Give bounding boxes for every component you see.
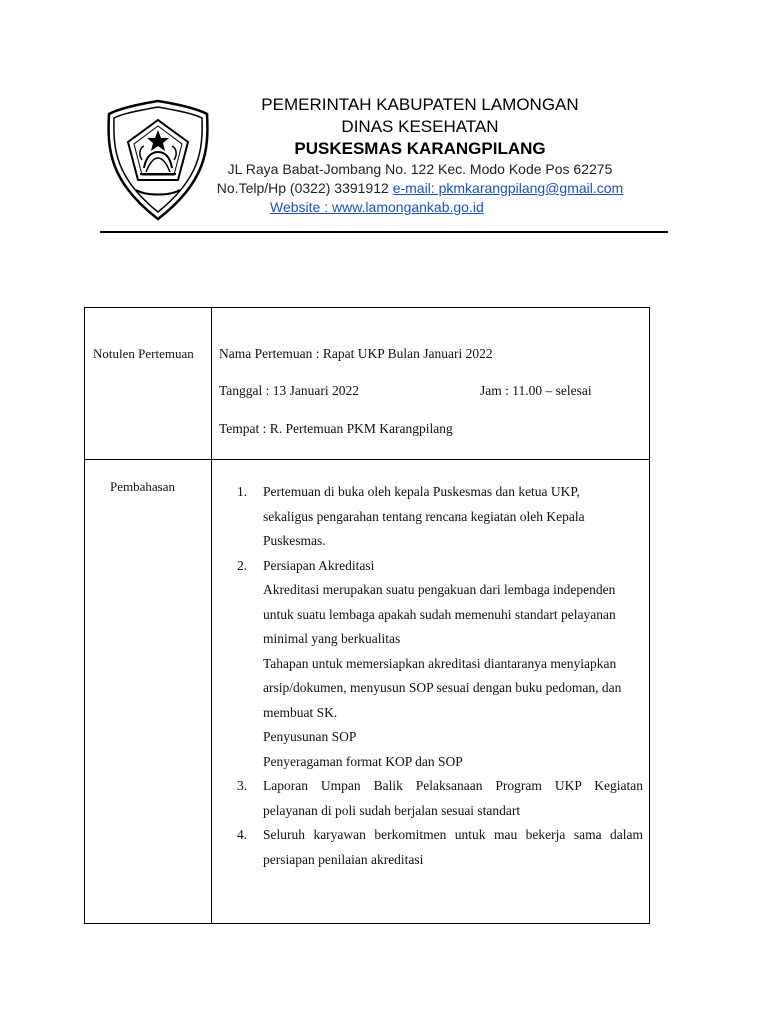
item-line: arsip/dokumen, menyusun SOP sesuai dengan buku pedoman, dan <box>263 680 622 695</box>
list-item <box>237 823 643 872</box>
item-line: Puskesmas. <box>263 533 326 548</box>
item-line: membuat SK. <box>263 704 338 720</box>
meeting-label: Notulen Pertemuan <box>93 346 194 361</box>
website-link[interactable]: Website : www.lamongankab.go.id <box>270 199 484 215</box>
item-number: 1. <box>237 484 248 499</box>
item-line: persiapan penilaian akreditasi <box>263 851 424 867</box>
letterhead <box>210 94 630 217</box>
item-line: Penyeragaman format KOP dan SOP <box>263 753 463 769</box>
item-line: Pertemuan di buka oleh kepala Puskesmas dan ketua UKP, <box>263 484 580 499</box>
website-row <box>210 198 630 217</box>
item-line: Persiapan Akreditasi <box>263 557 375 573</box>
column-divider <box>211 308 212 923</box>
list-item <box>237 554 643 775</box>
item-line: Akreditasi merupakan suatu pengakuan dari lembaga independen <box>263 582 616 597</box>
item-line: sekaligus pengarahan tentang rencana kegiatan oleh Kepala <box>263 508 585 524</box>
row-divider <box>85 459 649 460</box>
government-title: PEMERINTAH KABUPATEN LAMONGAN <box>261 95 579 114</box>
discussion-label: Pembahasan <box>110 479 175 494</box>
meeting-name: Nama Pertemuan : Rapat UKP Bulan Januari 2022 <box>219 346 493 361</box>
address: JL Raya Babat-Jombang No. 122 Kec. Modo Kode Pos 62275 <box>227 161 613 177</box>
item-line: Penyusunan SOP <box>263 729 357 744</box>
item-line: Tahapan untuk memersiapkan akreditasi diantaranya menyiapkan <box>263 655 617 671</box>
meeting-time: Jam : 11.00 – selesai <box>480 383 592 398</box>
contact-line <box>210 179 630 198</box>
department-title: DINAS KESEHATAN <box>341 117 499 136</box>
item-line: Seluruh karyawan berkomitmen untuk mau bekerja sama dalam <box>263 827 643 842</box>
list-item <box>237 774 643 823</box>
header-divider <box>100 231 668 233</box>
meeting-date: Tanggal : 13 Januari 2022 <box>219 383 360 398</box>
puskesmas-title: PUSKESMAS KARANGPILANG <box>294 139 546 158</box>
list-item <box>237 480 643 554</box>
email-link[interactable]: e-mail: pkmkarangpilang@gmail.com <box>392 180 624 196</box>
meeting-place: Tempat : R. Pertemuan PKM Karangpilang <box>219 421 453 436</box>
item-line: Laporan Umpan Balik Pelaksanaan Program UKP Kegiatan <box>263 778 643 793</box>
item-number: 2. <box>237 557 248 573</box>
item-line: minimal yang berkualitas <box>263 631 401 646</box>
item-number: 4. <box>237 827 248 842</box>
discussion-list <box>237 480 643 872</box>
item-number: 3. <box>237 778 248 793</box>
phone: No.Telp/Hp (0322) 3391912 <box>216 180 389 196</box>
minutes-table <box>84 307 650 924</box>
item-line: pelayanan di poli sudah berjalan sesuai standart <box>263 802 521 818</box>
lamongan-emblem-icon <box>106 98 210 222</box>
item-line: untuk suatu lembaga apakah sudah memenuhi standart pelayanan <box>263 606 616 622</box>
